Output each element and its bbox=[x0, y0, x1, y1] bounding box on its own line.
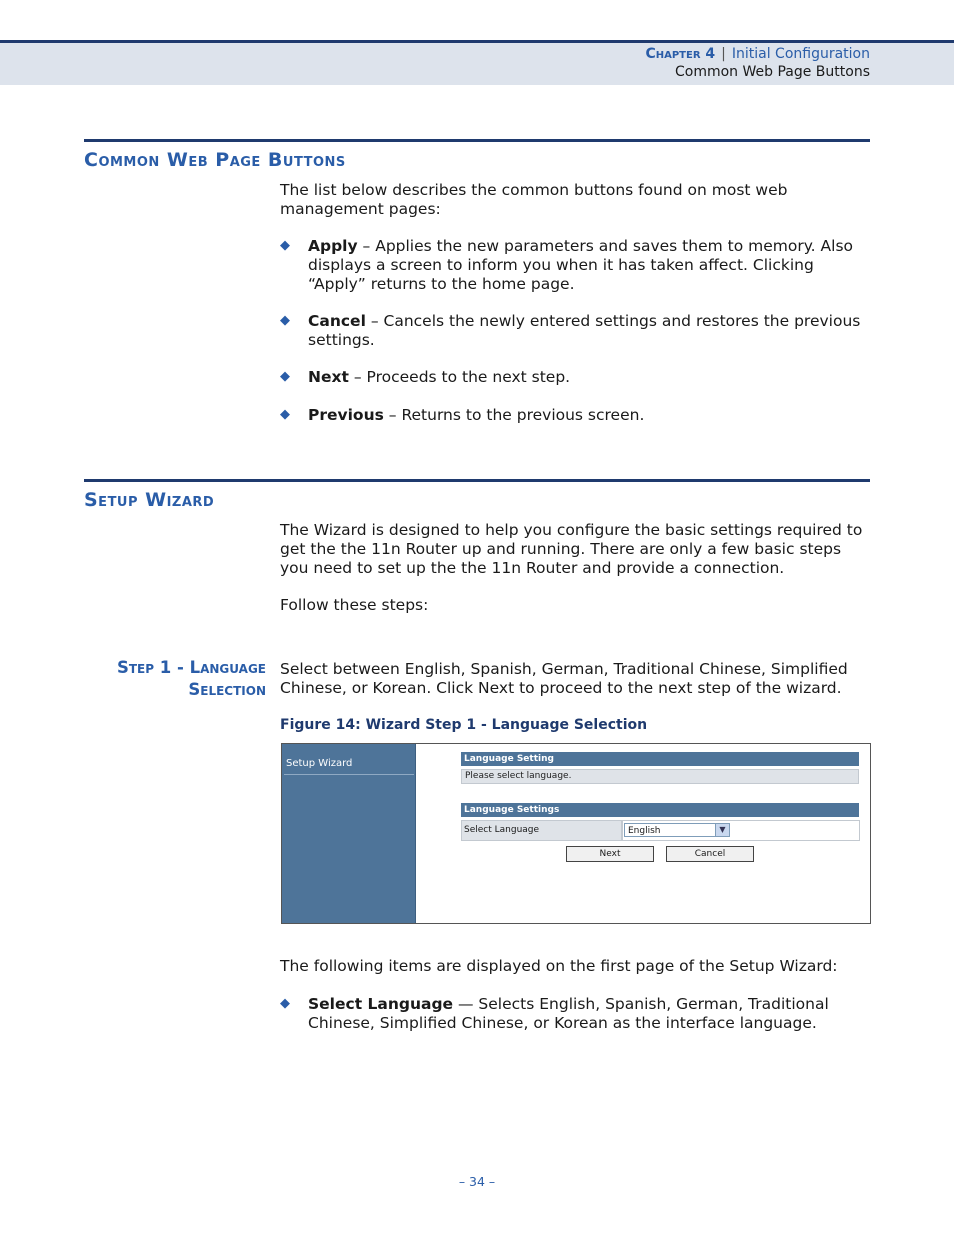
section-rule bbox=[84, 139, 870, 142]
diamond-bullet-icon: ◆ bbox=[280, 407, 290, 422]
language-select-value: English bbox=[628, 826, 661, 836]
sidebar-divider bbox=[284, 774, 414, 775]
bullet-term: Previous bbox=[308, 406, 384, 424]
next-button[interactable]: Next bbox=[566, 846, 654, 862]
step-heading-line1: Step 1 - Language bbox=[116, 658, 266, 677]
bullet-term: Next bbox=[308, 368, 349, 386]
panel-title-bar: Language Setting bbox=[461, 752, 859, 766]
section-rule bbox=[84, 479, 870, 482]
chevron-down-icon[interactable]: ▼ bbox=[715, 824, 729, 836]
bullet-text: – Proceeds to the next step. bbox=[348, 368, 571, 386]
bullet-text: – Applies the new parameters and saves them to memory. Also displays a screen to inform you when it has taken affect. Clicking “Apply” returns to the home page. bbox=[308, 237, 854, 293]
sidebar-item-setup-wizard[interactable]: Setup Wizard bbox=[286, 758, 353, 769]
header-chapter bbox=[645, 46, 870, 62]
step-heading bbox=[117, 657, 266, 701]
items-intro: The following items are displayed on the first page of the Setup Wizard: bbox=[280, 957, 838, 975]
diamond-bullet-icon: ◆ bbox=[280, 996, 290, 1011]
cancel-button[interactable]: Cancel bbox=[666, 846, 754, 862]
bullet-term: Cancel bbox=[308, 312, 366, 330]
section-intro: The list below describes the common buttons found on most web management pages: bbox=[280, 181, 788, 218]
section-heading: Setup Wizard bbox=[84, 489, 215, 511]
diamond-bullet-icon: ◆ bbox=[280, 313, 290, 328]
diamond-bullet-icon: ◆ bbox=[280, 369, 290, 384]
bullet-text: — Selects English, Spanish, German, Traditional Chinese, Simplified Chinese, or Korean as the interface language. bbox=[308, 995, 829, 1032]
step-heading-line2: Selection bbox=[188, 680, 266, 699]
section-intro: The Wizard is designed to help you configure the basic settings required to get the the 11n Router up and running. There are only a few basic steps you need to set up the the 11n Router and provide a connection. bbox=[280, 521, 863, 577]
figure-caption: Figure 14: Wizard Step 1 - Language Selection bbox=[280, 717, 648, 733]
header-separator: | bbox=[721, 46, 726, 62]
diamond-bullet-icon: ◆ bbox=[280, 238, 290, 253]
page-number: – 34 – bbox=[458, 1174, 496, 1189]
follow-steps-text: Follow these steps: bbox=[280, 596, 429, 614]
panel-message: Please select language. bbox=[461, 769, 859, 784]
panel-title-bar: Language Settings bbox=[461, 803, 859, 817]
wizard-screenshot bbox=[281, 743, 871, 924]
wizard-sidebar bbox=[282, 744, 416, 923]
bullet-term: Select Language bbox=[308, 995, 454, 1013]
step-text: Select between English, Spanish, German, Traditional Chinese, Simplified Chinese, or Korean. Click Next to proceed to the next step of the wizard. bbox=[280, 660, 848, 697]
header-section-title: Common Web Page Buttons bbox=[674, 64, 870, 80]
chapter-label: Chapter 4 bbox=[645, 46, 716, 62]
language-select[interactable] bbox=[624, 823, 730, 837]
bullet-text: – Cancels the newly entered settings and restores the previous settings. bbox=[308, 312, 861, 349]
bullet-term: Apply bbox=[308, 237, 358, 255]
chapter-title: Initial Configuration bbox=[731, 46, 870, 62]
bullet-text: – Returns to the previous screen. bbox=[383, 406, 645, 424]
select-language-label: Select Language bbox=[461, 820, 622, 841]
section-heading: Common Web Page Buttons bbox=[84, 149, 346, 171]
